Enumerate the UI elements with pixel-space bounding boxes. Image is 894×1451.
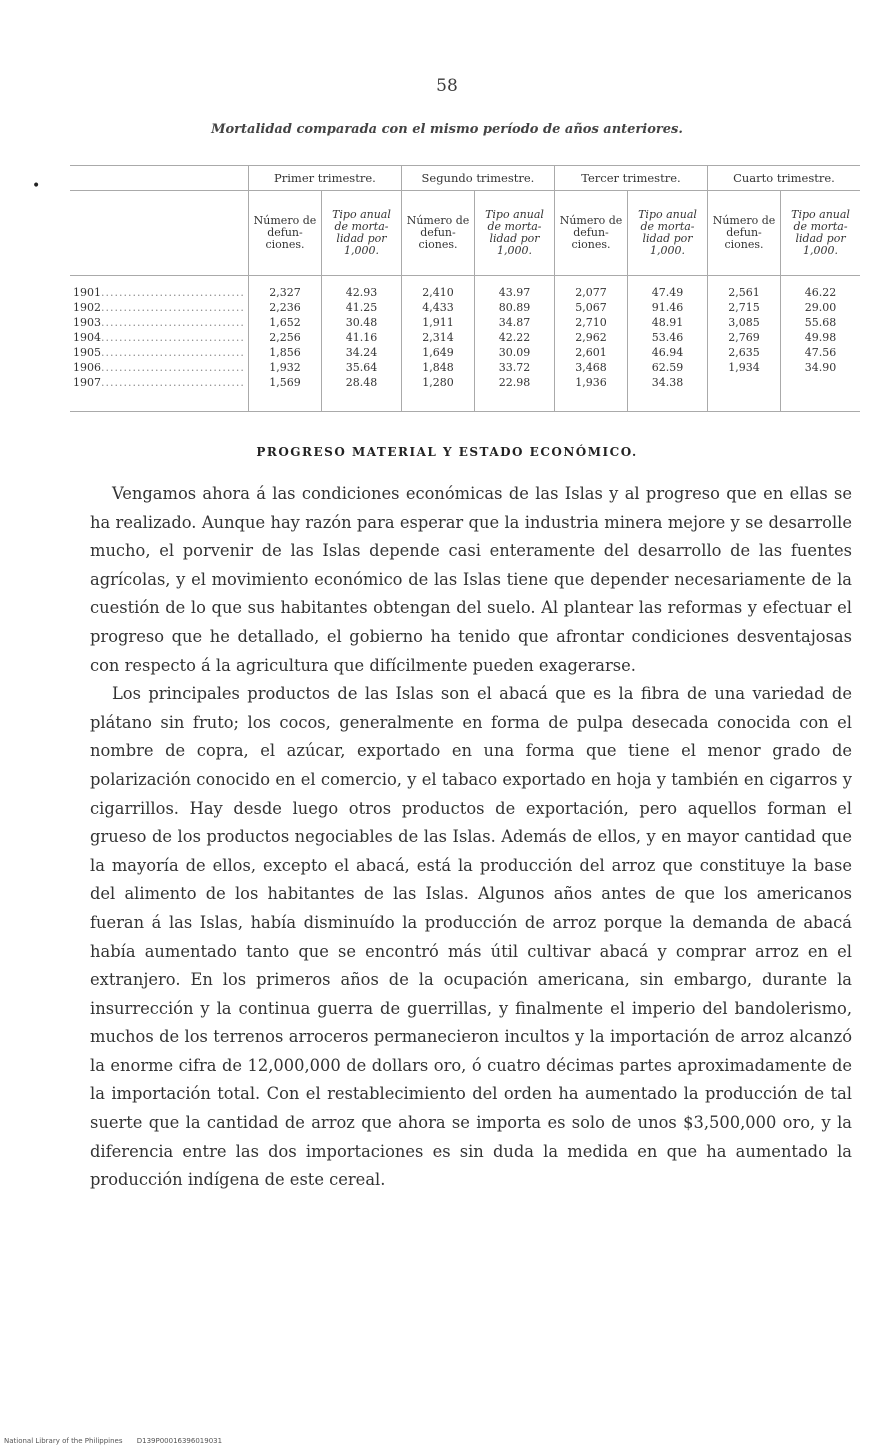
dot-leader: ................................ bbox=[101, 331, 245, 344]
cell-deaths: 1,936 bbox=[554, 375, 627, 412]
table-row bbox=[70, 276, 860, 301]
cell-deaths: 2,077 bbox=[554, 276, 627, 301]
cell-deaths: 1,280 bbox=[401, 375, 474, 412]
dot-leader: ................................ bbox=[101, 346, 245, 359]
cell-rate: 53.46 bbox=[628, 330, 708, 345]
cell-deaths: 2,314 bbox=[401, 330, 474, 345]
cell-rate: 55.68 bbox=[781, 315, 860, 330]
cell-rate: 47.56 bbox=[781, 345, 860, 360]
cell-rate: 47.49 bbox=[628, 276, 708, 301]
cell-deaths: 3,468 bbox=[554, 360, 627, 375]
row-year bbox=[70, 360, 248, 375]
table-row bbox=[70, 360, 860, 375]
row-year-label: 1905 bbox=[73, 346, 101, 359]
cell-rate: 22.98 bbox=[475, 375, 555, 412]
cell-deaths: 1,934 bbox=[707, 360, 780, 375]
cell-deaths: 4,433 bbox=[401, 300, 474, 315]
row-year bbox=[70, 345, 248, 360]
cell-deaths: 2,769 bbox=[707, 330, 780, 345]
col-header-rate: Tipo anual de morta- lidad por 1,000. bbox=[628, 191, 708, 276]
table-corner-cell-2 bbox=[70, 191, 248, 276]
table-corner-cell bbox=[70, 166, 248, 191]
row-year-label: 1901 bbox=[73, 286, 101, 299]
cell-rate: 34.90 bbox=[781, 360, 860, 375]
mortality-table bbox=[70, 165, 860, 412]
cell-deaths: 1,932 bbox=[248, 360, 321, 375]
cell-rate: 34.24 bbox=[322, 345, 402, 360]
row-year-label: 1902 bbox=[73, 301, 101, 314]
col-header-rate: Tipo anual de morta- lidad por 1,000. bbox=[322, 191, 402, 276]
table-row bbox=[70, 300, 860, 315]
dot-leader: ................................ bbox=[101, 286, 245, 299]
col-header-rate: Tipo anual de morta- lidad por 1,000. bbox=[781, 191, 860, 276]
row-year bbox=[70, 330, 248, 345]
cell-rate: 80.89 bbox=[475, 300, 555, 315]
col-header-deaths: Número de defun- ciones. bbox=[554, 191, 627, 276]
row-year-label: 1907 bbox=[73, 376, 101, 389]
cell-deaths: 2,715 bbox=[707, 300, 780, 315]
dot-leader: ................................ bbox=[101, 301, 245, 314]
col-header-deaths: Número de defun- ciones. bbox=[401, 191, 474, 276]
cell-rate: 34.38 bbox=[628, 375, 708, 412]
cell-rate: 42.93 bbox=[322, 276, 402, 301]
footer-code: D139P00016396019031 bbox=[136, 1437, 223, 1445]
row-year-label: 1904 bbox=[73, 331, 101, 344]
col-header-deaths: Número de defun- ciones. bbox=[707, 191, 780, 276]
cell-rate: 43.97 bbox=[475, 276, 555, 301]
cell-rate: 30.09 bbox=[475, 345, 555, 360]
cell-deaths: 1,569 bbox=[248, 375, 321, 412]
cell-deaths: 1,911 bbox=[401, 315, 474, 330]
row-year bbox=[70, 315, 248, 330]
cell-deaths: 2,962 bbox=[554, 330, 627, 345]
row-year-label: 1903 bbox=[73, 316, 101, 329]
dot-leader: ................................ bbox=[101, 361, 245, 374]
cell-deaths: 2,327 bbox=[248, 276, 321, 301]
cell-rate: 46.22 bbox=[781, 276, 860, 301]
paragraph: Vengamos ahora á las condiciones económicas de las Islas y al progreso que en ellas se ha realizado. Aunque hay razón para esperar que la industria minera mejore y se desarrolle mucho, el porvenir de las Islas depende casi enteramente del desarrollo de las fuentes agrícolas, y el movimiento económico de las Islas tiene que depender necesariamente de la cuestión de lo que sus habitantes obtengan del suelo. Al plantear las reformas y efectuar el progreso que he detallado, el gobierno ha tenido que afrontar condiciones desventajosas con respecto á la agricultura que difícilmente pueden exagerarse. bbox=[90, 484, 852, 675]
cell-rate: 29.00 bbox=[781, 300, 860, 315]
group-header-q3: Tercer trimestre. bbox=[554, 166, 707, 191]
table-row bbox=[70, 375, 860, 412]
footer-library: National Library of the Philippines bbox=[4, 1437, 123, 1445]
cell-deaths: 2,236 bbox=[248, 300, 321, 315]
cell-deaths: 2,561 bbox=[707, 276, 780, 301]
cell-rate: 62.59 bbox=[628, 360, 708, 375]
table-column-header-row bbox=[70, 191, 860, 276]
cell-deaths: 1,649 bbox=[401, 345, 474, 360]
bullet-mark: • bbox=[32, 178, 41, 194]
footer bbox=[4, 1437, 234, 1445]
cell-rate: 91.46 bbox=[628, 300, 708, 315]
cell-deaths: 1,856 bbox=[248, 345, 321, 360]
cell-rate: 35.64 bbox=[322, 360, 402, 375]
group-header-q4: Cuarto trimestre. bbox=[707, 166, 860, 191]
cell-rate: 28.48 bbox=[322, 375, 402, 412]
group-header-q1: Primer trimestre. bbox=[248, 166, 401, 191]
paragraph: Los principales productos de las Islas son el abacá que es la fibra de una variedad de plátano sin fruto; los cocos, generalmente en forma de pulpa desecada conocida con el nombre de copra, el azúcar, exportado en una forma que tiene el menor grado de polarización conocido en el comercio, y el tabaco exportado en hoja y también en cigarros y cigarrillos. Hay desde luego otros productos de exportación, pero aquellos forman el grueso de los productos negociables de las Islas. Además de ellos, y en mayor cantidad que la mayoría de ellos, excepto el abacá, está la producción del arroz que constituye la base del alimento de los habitantes de las Islas. Algunos años antes de que los americanos fueran á las Islas, había disminuído la producción de arroz porque la demanda de abacá había aumentado tanto que se encontró más útil cultivar abacá y comprar arroz en el extranjero. En los primeros años de la ocupación americana, sin embargo, durante la insurrección y la continua guerra de guerrillas, y finalmente el imperio del bandolerismo, muchos de los terrenos arroceros permanecieron incultos y la importación de arroz alcanzó la enorme cifra de 12,000,000 de dollars oro, ó cuatro décimas partes aproximadamente de la importación total. Con el restablecimiento del orden ha aumentado la producción de tal suerte que la cantidad de arroz que ahora se importa es solo de unos $3,500,000 oro, y la diferencia entre las dos importaciones es sin duda la medida en que ha aumentado la producción indígena de este cereal. bbox=[90, 684, 852, 1190]
cell-rate: 41.25 bbox=[322, 300, 402, 315]
cell-rate: 48.91 bbox=[628, 315, 708, 330]
cell-deaths: 2,635 bbox=[707, 345, 780, 360]
cell-rate: 42.22 bbox=[475, 330, 555, 345]
cell-rate: 30.48 bbox=[322, 315, 402, 330]
table-body bbox=[70, 276, 860, 412]
table-row bbox=[70, 345, 860, 360]
row-year bbox=[70, 375, 248, 412]
body-text bbox=[90, 480, 852, 1195]
table-row bbox=[70, 315, 860, 330]
cell-deaths: 2,256 bbox=[248, 330, 321, 345]
row-year bbox=[70, 300, 248, 315]
cell-deaths: 2,601 bbox=[554, 345, 627, 360]
cell-rate: 33.72 bbox=[475, 360, 555, 375]
cell-rate: 49.98 bbox=[781, 330, 860, 345]
section-heading: PROGRESO MATERIAL Y ESTADO ECONÓMICO. bbox=[256, 445, 638, 459]
cell-rate bbox=[781, 375, 860, 412]
cell-deaths: 5,067 bbox=[554, 300, 627, 315]
cell-deaths: 3,085 bbox=[707, 315, 780, 330]
cell-rate: 46.94 bbox=[628, 345, 708, 360]
dot-leader: ................................ bbox=[101, 376, 245, 389]
cell-rate: 34.87 bbox=[475, 315, 555, 330]
group-header-q2: Segundo trimestre. bbox=[401, 166, 554, 191]
table-group-header-row bbox=[70, 166, 860, 191]
cell-deaths bbox=[707, 375, 780, 412]
cell-deaths: 2,410 bbox=[401, 276, 474, 301]
col-header-rate: Tipo anual de morta- lidad por 1,000. bbox=[475, 191, 555, 276]
col-header-deaths: Número de defun- ciones. bbox=[248, 191, 321, 276]
cell-deaths: 2,710 bbox=[554, 315, 627, 330]
table-title: Mortalidad comparada con el mismo período de años anteriores. bbox=[211, 122, 683, 137]
cell-deaths: 1,848 bbox=[401, 360, 474, 375]
cell-deaths: 1,652 bbox=[248, 315, 321, 330]
table-row bbox=[70, 330, 860, 345]
row-year bbox=[70, 276, 248, 301]
dot-leader: ................................ bbox=[101, 316, 245, 329]
row-year-label: 1906 bbox=[73, 361, 101, 374]
cell-rate: 41.16 bbox=[322, 330, 402, 345]
page-number: 58 bbox=[436, 76, 458, 96]
